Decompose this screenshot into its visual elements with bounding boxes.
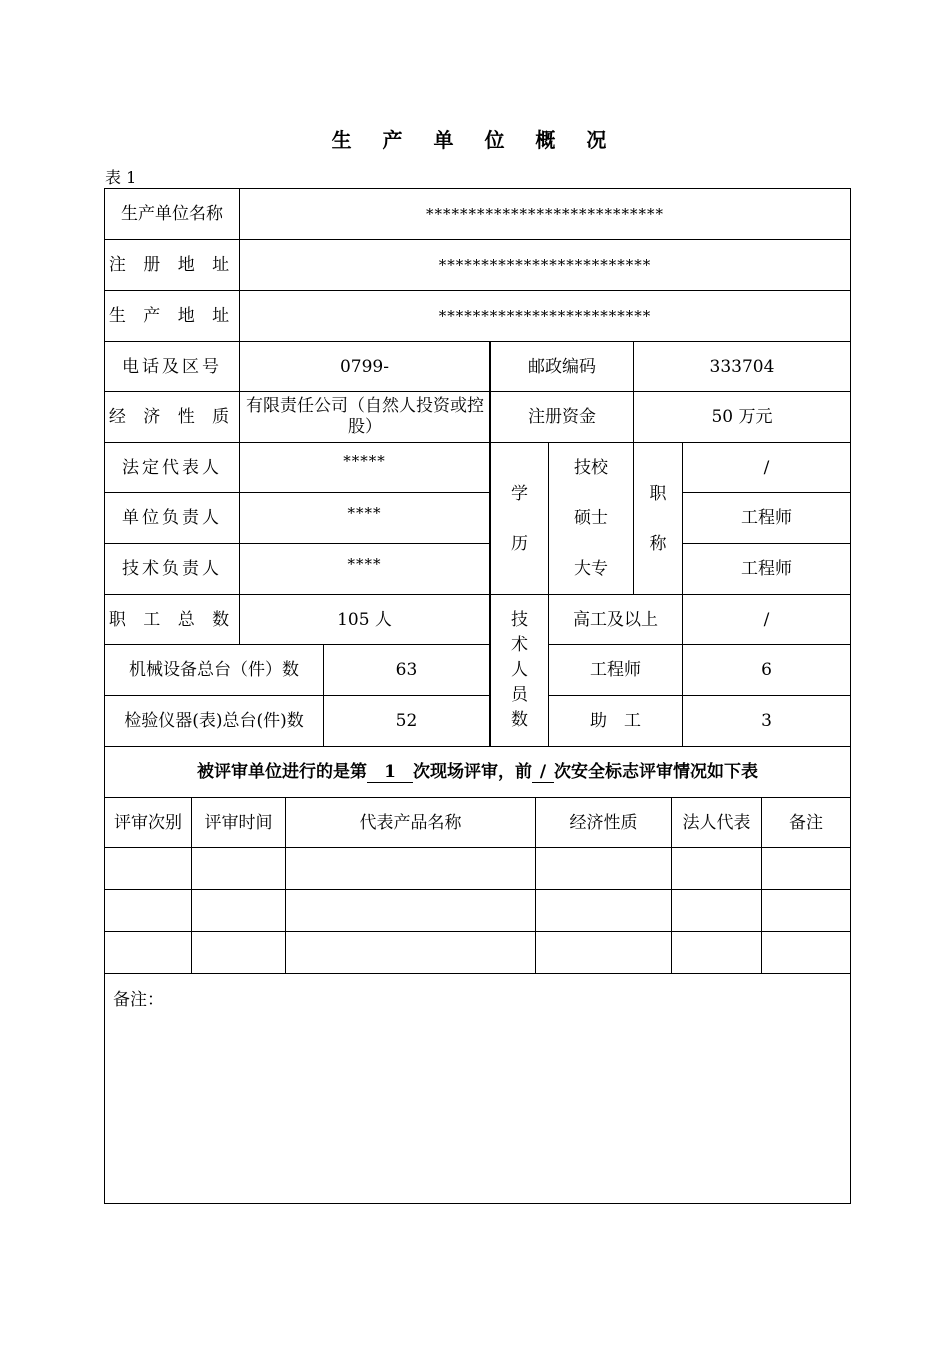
history-header: 评审时间 <box>204 812 273 833</box>
capital-value: 50 万元 <box>711 407 773 427</box>
education-label-bottom: 历 <box>511 533 528 554</box>
postcode-value: 333704 <box>709 356 775 377</box>
history-cell <box>536 932 671 973</box>
history-header: 法人代表 <box>682 812 751 833</box>
history-cell <box>536 890 671 931</box>
education-value: 大专 <box>574 559 608 579</box>
unit-overview-form <box>104 188 851 1204</box>
economy-value: 有限责任公司（自然人投资或控股） <box>246 396 484 437</box>
tech-staff-item-value: 6 <box>761 660 772 680</box>
economy-label: 经 济 性 质 <box>108 407 236 427</box>
equipment-label: 机械设备总台（件）数 <box>129 660 299 680</box>
history-cell <box>762 890 850 931</box>
title-rank-value: 工程师 <box>741 508 792 528</box>
history-cell <box>192 848 285 889</box>
history-cell <box>286 932 535 973</box>
review-statement-prefix: 被评审单位进行的是第 <box>197 762 367 782</box>
history-cell <box>672 932 761 973</box>
prod-address-value: ************************* <box>438 307 652 325</box>
review-statement <box>105 747 850 797</box>
instruments-value: 52 <box>395 711 418 731</box>
prod-address-label: 生 产 地 址 <box>108 306 236 326</box>
history-cell <box>192 932 285 973</box>
unit-name-label: 生产单位名称 <box>121 204 223 224</box>
review-statement-middle: 次现场评审，前 <box>413 762 532 782</box>
postcode-label: 邮政编码 <box>528 356 596 377</box>
tech-staff-item-value: 3 <box>761 711 772 731</box>
staff-total-label: 职 工 总 数 <box>108 609 236 630</box>
unit-head-label: 单位负责人 <box>122 508 222 528</box>
legal-rep-value: ***** <box>343 452 386 470</box>
row-divider <box>105 973 850 974</box>
history-header: 经济性质 <box>569 812 638 833</box>
tech-staff-item-label: 助 工 <box>590 711 641 731</box>
unit-name-value: **************************** <box>426 205 664 223</box>
history-cell <box>192 890 285 931</box>
reg-address-value: ************************* <box>438 256 652 274</box>
history-cell <box>105 932 191 973</box>
tech-staff-label-char: 员 <box>511 685 528 705</box>
tech-head-label: 技术负责人 <box>122 559 222 579</box>
history-cell <box>536 848 671 889</box>
education-value: 技校 <box>574 457 608 478</box>
phone-value: 0799- <box>339 356 389 377</box>
table-label: 表 1 <box>105 168 137 187</box>
unit-head-value: **** <box>347 504 382 522</box>
remarks-label: 备注： <box>113 990 164 1010</box>
tech-staff-label-char: 人 <box>511 660 528 680</box>
title-rank-label-bottom: 称 <box>649 533 667 554</box>
tech-staff-item-label: 工程师 <box>590 660 641 680</box>
tech-staff-label <box>491 595 548 746</box>
education-value: 硕士 <box>574 508 608 528</box>
history-cell <box>286 848 535 889</box>
history-cell <box>762 932 850 973</box>
staff-total-value: 105 人 <box>337 609 392 630</box>
history-cell <box>286 890 535 931</box>
history-header: 备注 <box>789 812 823 833</box>
review-count: 1 <box>367 762 413 783</box>
tech-staff-label-char: 术 <box>511 635 528 655</box>
history-cell <box>105 890 191 931</box>
previous-reviews: / <box>532 762 554 783</box>
history-cell <box>672 890 761 931</box>
education-label <box>491 443 548 594</box>
legal-rep-label: 法定代表人 <box>122 457 222 478</box>
history-cell <box>762 848 850 889</box>
review-statement-suffix: 次安全标志评审情况如下表 <box>554 762 758 782</box>
title-rank-label <box>634 443 682 594</box>
tech-staff-label-char: 技 <box>511 610 528 630</box>
reg-address-label: 注 册 地 址 <box>108 255 236 275</box>
history-cell <box>105 848 191 889</box>
tech-staff-item-value: / <box>763 609 770 630</box>
history-header: 评审次别 <box>114 812 182 833</box>
tech-head-value: **** <box>347 555 382 573</box>
title-rank-label-top: 职 <box>649 483 667 504</box>
tech-staff-label-char: 数 <box>511 710 528 730</box>
equipment-value: 63 <box>395 660 418 680</box>
history-header: 代表产品名称 <box>359 812 462 833</box>
instruments-label: 检验仪器(表)总台(件)数 <box>124 711 304 731</box>
capital-label: 注册资金 <box>528 407 596 427</box>
education-label-top: 学 <box>511 483 528 504</box>
history-cell <box>672 848 761 889</box>
page-title: 生 产 单 位 概 况 <box>331 128 619 152</box>
phone-label: 电话及区号 <box>122 356 222 377</box>
tech-staff-item-label: 高工及以上 <box>573 609 658 630</box>
title-rank-value: 工程师 <box>741 559 792 579</box>
title-rank-value: / <box>763 457 770 478</box>
